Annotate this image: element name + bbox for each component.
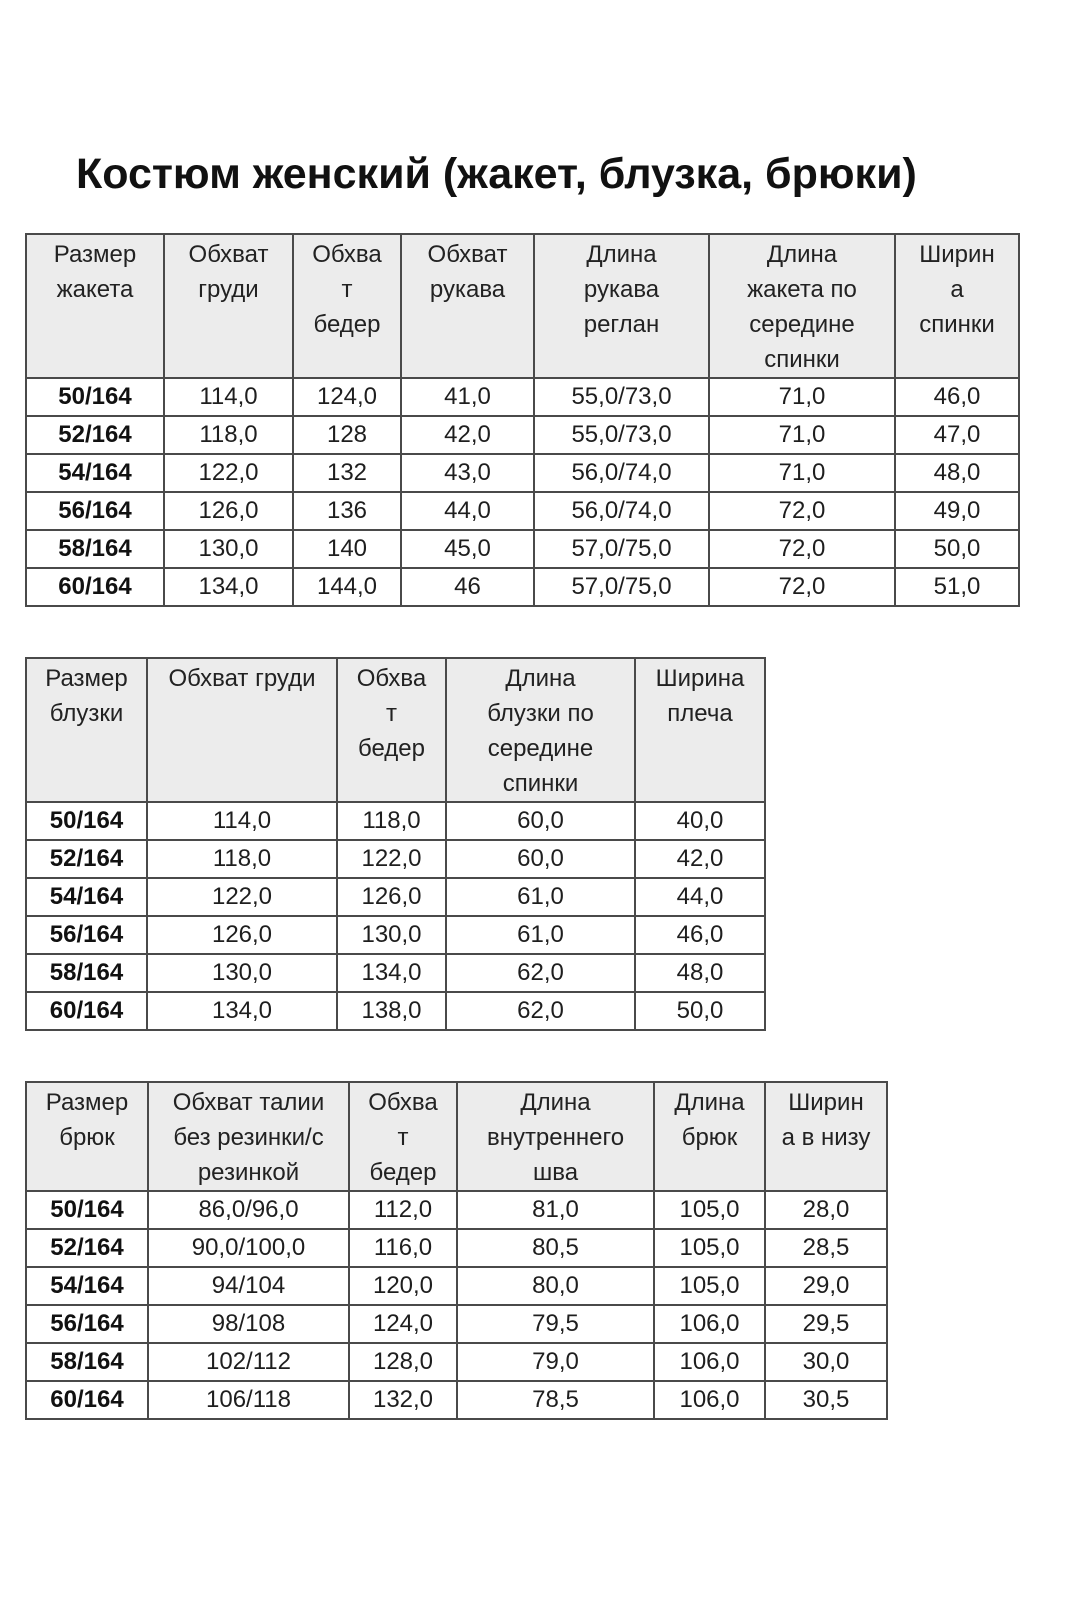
size-cell: 50/164 (26, 378, 164, 416)
measure-cell: 56,0/74,0 (534, 492, 709, 530)
size-cell: 52/164 (26, 416, 164, 454)
measure-cell: 30,0 (765, 1343, 887, 1381)
measure-cell: 144,0 (293, 568, 401, 606)
size-cell: 60/164 (26, 568, 164, 606)
measure-cell: 50,0 (895, 530, 1019, 568)
table-row (26, 992, 765, 1030)
measure-cell: 44,0 (401, 492, 534, 530)
measure-cell: 124,0 (349, 1305, 457, 1343)
measure-cell: 79,0 (457, 1343, 654, 1381)
page-title: Костюм женский (жакет, блузка, брюки) (76, 150, 917, 198)
measure-cell: 106,0 (654, 1343, 765, 1381)
column-header: Размер блузки (26, 658, 147, 802)
measure-cell: 41,0 (401, 378, 534, 416)
measure-cell: 122,0 (147, 878, 337, 916)
measure-cell: 72,0 (709, 530, 895, 568)
table-row (26, 378, 1019, 416)
column-header: Длина внутреннего шва (457, 1082, 654, 1191)
measure-cell: 56,0/74,0 (534, 454, 709, 492)
measure-cell: 106,0 (654, 1305, 765, 1343)
measure-cell: 126,0 (164, 492, 293, 530)
size-cell: 60/164 (26, 1381, 148, 1419)
measure-cell: 79,5 (457, 1305, 654, 1343)
size-cell: 54/164 (26, 1267, 148, 1305)
measure-cell: 116,0 (349, 1229, 457, 1267)
column-header: Ширин а в низу (765, 1082, 887, 1191)
measure-cell: 72,0 (709, 568, 895, 606)
measure-cell: 47,0 (895, 416, 1019, 454)
measure-cell: 105,0 (654, 1229, 765, 1267)
column-header: Длина жакета по середине спинки (709, 234, 895, 378)
table-row (26, 1381, 887, 1419)
column-header: Длина блузки по середине спинки (446, 658, 635, 802)
measure-cell: 122,0 (337, 840, 446, 878)
table-header-row (26, 1082, 887, 1191)
measure-cell: 43,0 (401, 454, 534, 492)
size-cell: 60/164 (26, 992, 147, 1030)
table-header-row (26, 234, 1019, 378)
measure-cell: 46 (401, 568, 534, 606)
measure-cell: 49,0 (895, 492, 1019, 530)
table-row (26, 568, 1019, 606)
measure-cell: 114,0 (164, 378, 293, 416)
measure-cell: 132,0 (349, 1381, 457, 1419)
size-cell: 58/164 (26, 1343, 148, 1381)
table-row (26, 416, 1019, 454)
measure-cell: 118,0 (337, 802, 446, 840)
size-cell: 58/164 (26, 954, 147, 992)
measure-cell: 48,0 (895, 454, 1019, 492)
measure-cell: 134,0 (337, 954, 446, 992)
measure-cell: 134,0 (164, 568, 293, 606)
size-cell: 58/164 (26, 530, 164, 568)
column-header: Размер жакета (26, 234, 164, 378)
measure-cell: 45,0 (401, 530, 534, 568)
size-cell: 52/164 (26, 840, 147, 878)
measure-cell: 57,0/75,0 (534, 530, 709, 568)
table-row (26, 1267, 887, 1305)
measure-cell: 134,0 (147, 992, 337, 1030)
size-cell: 50/164 (26, 1191, 148, 1229)
measure-cell: 136 (293, 492, 401, 530)
size-cell: 56/164 (26, 1305, 148, 1343)
size-cell: 56/164 (26, 492, 164, 530)
column-header: Обхват рукава (401, 234, 534, 378)
measure-cell: 55,0/73,0 (534, 416, 709, 454)
pants-size-table (25, 1081, 888, 1420)
measure-cell: 60,0 (446, 802, 635, 840)
size-cell: 54/164 (26, 454, 164, 492)
table-row (26, 916, 765, 954)
table-row (26, 878, 765, 916)
measure-cell: 130,0 (147, 954, 337, 992)
measure-cell: 126,0 (147, 916, 337, 954)
measure-cell: 71,0 (709, 454, 895, 492)
table-row (26, 1191, 887, 1229)
table-row (26, 840, 765, 878)
measure-cell: 130,0 (337, 916, 446, 954)
measure-cell: 138,0 (337, 992, 446, 1030)
measure-cell: 102/112 (148, 1343, 349, 1381)
measure-cell: 42,0 (635, 840, 765, 878)
measure-cell: 61,0 (446, 878, 635, 916)
column-header: Длина рукава реглан (534, 234, 709, 378)
measure-cell: 128 (293, 416, 401, 454)
measure-cell: 55,0/73,0 (534, 378, 709, 416)
column-header: Обхва т бедер (293, 234, 401, 378)
column-header: Обхват груди (164, 234, 293, 378)
jacket-size-table (25, 233, 1020, 607)
measure-cell: 106,0 (654, 1381, 765, 1419)
measure-cell: 86,0/96,0 (148, 1191, 349, 1229)
measure-cell: 28,0 (765, 1191, 887, 1229)
size-cell: 50/164 (26, 802, 147, 840)
measure-cell: 118,0 (164, 416, 293, 454)
table-row (26, 802, 765, 840)
measure-cell: 130,0 (164, 530, 293, 568)
measure-cell: 126,0 (337, 878, 446, 916)
measure-cell: 105,0 (654, 1191, 765, 1229)
table-row (26, 492, 1019, 530)
measure-cell: 112,0 (349, 1191, 457, 1229)
measure-cell: 132 (293, 454, 401, 492)
table-row (26, 530, 1019, 568)
size-cell: 54/164 (26, 878, 147, 916)
measure-cell: 30,5 (765, 1381, 887, 1419)
measure-cell: 118,0 (147, 840, 337, 878)
measure-cell: 90,0/100,0 (148, 1229, 349, 1267)
size-cell: 52/164 (26, 1229, 148, 1267)
table-row (26, 1343, 887, 1381)
measure-cell: 114,0 (147, 802, 337, 840)
measure-cell: 51,0 (895, 568, 1019, 606)
measure-cell: 105,0 (654, 1267, 765, 1305)
measure-cell: 40,0 (635, 802, 765, 840)
column-header: Длина брюк (654, 1082, 765, 1191)
measure-cell: 46,0 (635, 916, 765, 954)
measure-cell: 106/118 (148, 1381, 349, 1419)
measure-cell: 80,0 (457, 1267, 654, 1305)
measure-cell: 60,0 (446, 840, 635, 878)
measure-cell: 44,0 (635, 878, 765, 916)
table-row (26, 454, 1019, 492)
measure-cell: 62,0 (446, 954, 635, 992)
measure-cell: 124,0 (293, 378, 401, 416)
column-header: Обхват талии без резинки/с резинкой (148, 1082, 349, 1191)
measure-cell: 50,0 (635, 992, 765, 1030)
measure-cell: 72,0 (709, 492, 895, 530)
measure-cell: 28,5 (765, 1229, 887, 1267)
size-cell: 56/164 (26, 916, 147, 954)
measure-cell: 128,0 (349, 1343, 457, 1381)
measure-cell: 78,5 (457, 1381, 654, 1419)
measure-cell: 94/104 (148, 1267, 349, 1305)
table-row (26, 1229, 887, 1267)
column-header: Ширин а спинки (895, 234, 1019, 378)
column-header: Ширина плеча (635, 658, 765, 802)
measure-cell: 29,0 (765, 1267, 887, 1305)
measure-cell: 42,0 (401, 416, 534, 454)
measure-cell: 29,5 (765, 1305, 887, 1343)
measure-cell: 80,5 (457, 1229, 654, 1267)
measure-cell: 81,0 (457, 1191, 654, 1229)
blouse-size-table (25, 657, 766, 1031)
table-row (26, 954, 765, 992)
table-row (26, 1305, 887, 1343)
measure-cell: 48,0 (635, 954, 765, 992)
measure-cell: 140 (293, 530, 401, 568)
measure-cell: 61,0 (446, 916, 635, 954)
measure-cell: 46,0 (895, 378, 1019, 416)
column-header: Обхва т бедер (337, 658, 446, 802)
measure-cell: 120,0 (349, 1267, 457, 1305)
measure-cell: 71,0 (709, 416, 895, 454)
column-header: Обхват груди (147, 658, 337, 802)
column-header: Размер брюк (26, 1082, 148, 1191)
measure-cell: 57,0/75,0 (534, 568, 709, 606)
table-header-row (26, 658, 765, 802)
measure-cell: 122,0 (164, 454, 293, 492)
column-header: Обхва т бедер (349, 1082, 457, 1191)
measure-cell: 98/108 (148, 1305, 349, 1343)
measure-cell: 71,0 (709, 378, 895, 416)
measure-cell: 62,0 (446, 992, 635, 1030)
